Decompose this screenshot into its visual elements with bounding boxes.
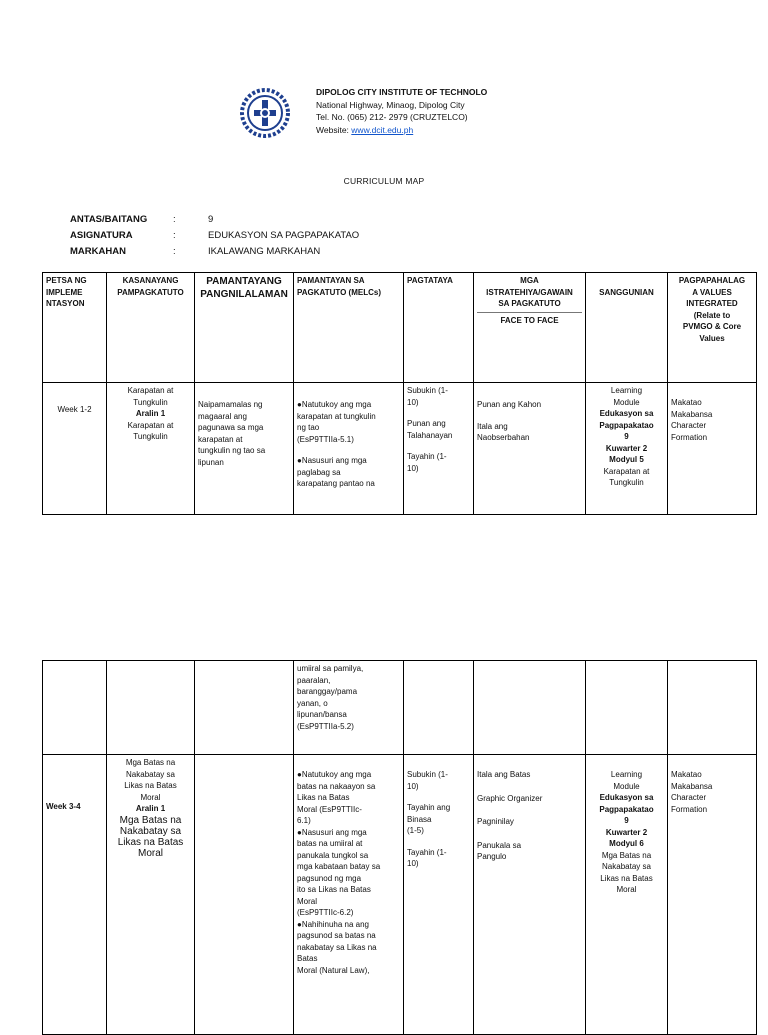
pagtataya-cell: Subukin (1- 10) Tayahin ang Binasa (1-5) Tayahin (1- 10)	[404, 755, 474, 1035]
melc-cell: umiiral sa pamilya, paaralan, baranggay/pama yanan, o lipunan/bansa (EsP9TTIIa-5.2)	[294, 661, 404, 755]
meta-value: EDUKASYON SA PAGPAPAKATAO	[208, 230, 360, 241]
school-name: DIPOLOG CITY INSTITUTE OF TECHNOLO	[316, 87, 488, 97]
values-cell: Makatao Makabansa Character Formation	[668, 383, 757, 515]
sanggunian-cell	[586, 661, 668, 755]
week-cell	[43, 661, 107, 755]
istratehiya-cell: Itala ang Batas Graphic Organizer Pagninilay Panukala sa Pangulo	[474, 755, 586, 1035]
table-row-week-1-2	[43, 383, 757, 515]
meta-value: 9	[208, 214, 214, 225]
meta-label: ANTAS/BAITANG	[70, 214, 148, 225]
col-header-sanggunian: SANGGUNIAN	[586, 273, 668, 383]
meta-value: IKALAWANG MARKAHAN	[208, 246, 321, 257]
curriculum-table-page1	[42, 272, 757, 515]
melc-cell: ●Natutukoy ang mga batas na nakaayon sa Likas na Batas Moral (EsP9TTIIc- 6.1) ●Nasusuri ang mga batas na umiiral at panukala tungkol sa mga kabataan batay sa pagsunod ng mga ito sa Likas na Batas Moral (EsP9TTIIc-6.2) ●Nahihinuha na ang pagsunod sa batas na nakabatay sa Likas na Batas Moral (Natural Law),	[294, 755, 404, 1035]
meta-colon: :	[173, 214, 176, 225]
col-header-kasanayang: KASANAYANG PAMPAGKATUTO	[107, 273, 195, 383]
sanggunian-cell: Learning Module Edukasyon sa Pagpapakatao 9 Kuwarter 2 Modyul 6 Mga Batas na Nakabatay sa Likas na Batas Moral	[586, 755, 668, 1035]
table-header-row	[43, 273, 757, 383]
school-address: National Highway, Minaog, Dipolog City	[316, 99, 465, 110]
table-row-week-3-4	[43, 755, 757, 1035]
kasanayang-cell: Mga Batas na Nakabatay sa Likas na Batas Moral Aralin 1 Mga Batas na Nakabatay sa Likas na Batas Moral	[107, 755, 195, 1035]
pamantayang-cell: Naipamamalas ng magaaral ang pagunawa sa mga karapatan at tungkulin ng tao sa lipunan	[195, 383, 294, 515]
col-header-pagtataya: PAGTATAYA	[404, 273, 474, 383]
meta-label: MARKAHAN	[70, 246, 126, 257]
pamantayang-cell	[195, 661, 294, 755]
curriculum-table-page2	[42, 660, 757, 1035]
pagtataya-cell: Subukin (1- 10) Punan ang Talahanayan Tayahin (1- 10)	[404, 383, 474, 515]
kasanayang-cell: Karapatan at Tungkulin Aralin 1 Karapatan at Tungkulin	[107, 383, 195, 515]
pagtataya-cell	[404, 661, 474, 755]
meta-colon: :	[173, 246, 176, 257]
document-title: CURRICULUM MAP	[343, 176, 425, 186]
col-header-pamantayang: PAMANTAYANG PANGNILALAMAN	[195, 273, 294, 383]
website-label: Website:	[316, 124, 349, 135]
school-tel: Tel. No. (065) 212- 2979 (CRUZTELCO)	[316, 112, 468, 122]
meta-colon: :	[173, 230, 176, 241]
col-header-petsa: PETSA NG IMPLEME NTASYON	[43, 273, 107, 383]
website-link[interactable]: www.dcit.edu.ph	[351, 124, 414, 135]
kasanayang-cell	[107, 661, 195, 755]
sanggunian-cell: Learning Module Edukasyon sa Pagpapakatao 9 Kuwarter 2 Modyul 5 Karapatan at Tungkulin	[586, 383, 668, 515]
school-logo	[240, 88, 290, 138]
week-cell: Week 3-4	[43, 755, 107, 1035]
istratehiya-cell: Punan ang Kahon Itala ang Naobserbahan	[474, 383, 586, 515]
col-header-pamantayan: PAMANTAYAN SA PAGKATUTO (MELCs)	[294, 273, 404, 383]
values-cell: Makatao Makabansa Character Formation	[668, 755, 757, 1035]
melc-cell: ●Natutukoy ang mga karapatan at tungkulin ng tao (EsP9TTIIa-5.1) ●Nasusuri ang mga paglabag sa karapatang pantao na	[294, 383, 404, 515]
istratehiya-cell	[474, 661, 586, 755]
col-header-values: PAGPAPAHALAG A VALUES INTEGRATED (Relate to PVMGO & Core Values	[668, 273, 757, 383]
school-header	[316, 86, 487, 136]
table-row-continuation	[43, 661, 757, 755]
school-website	[316, 124, 487, 137]
col-header-istratehiya: MGA ISTRATEHIYA/GAWAIN SA PAGKATUTO FACE TO FACE	[474, 273, 586, 383]
meta-label: ASIGNATURA	[70, 230, 133, 241]
pamantayang-cell	[195, 755, 294, 1035]
values-cell	[668, 661, 757, 755]
week-cell: Week 1-2	[43, 383, 107, 515]
